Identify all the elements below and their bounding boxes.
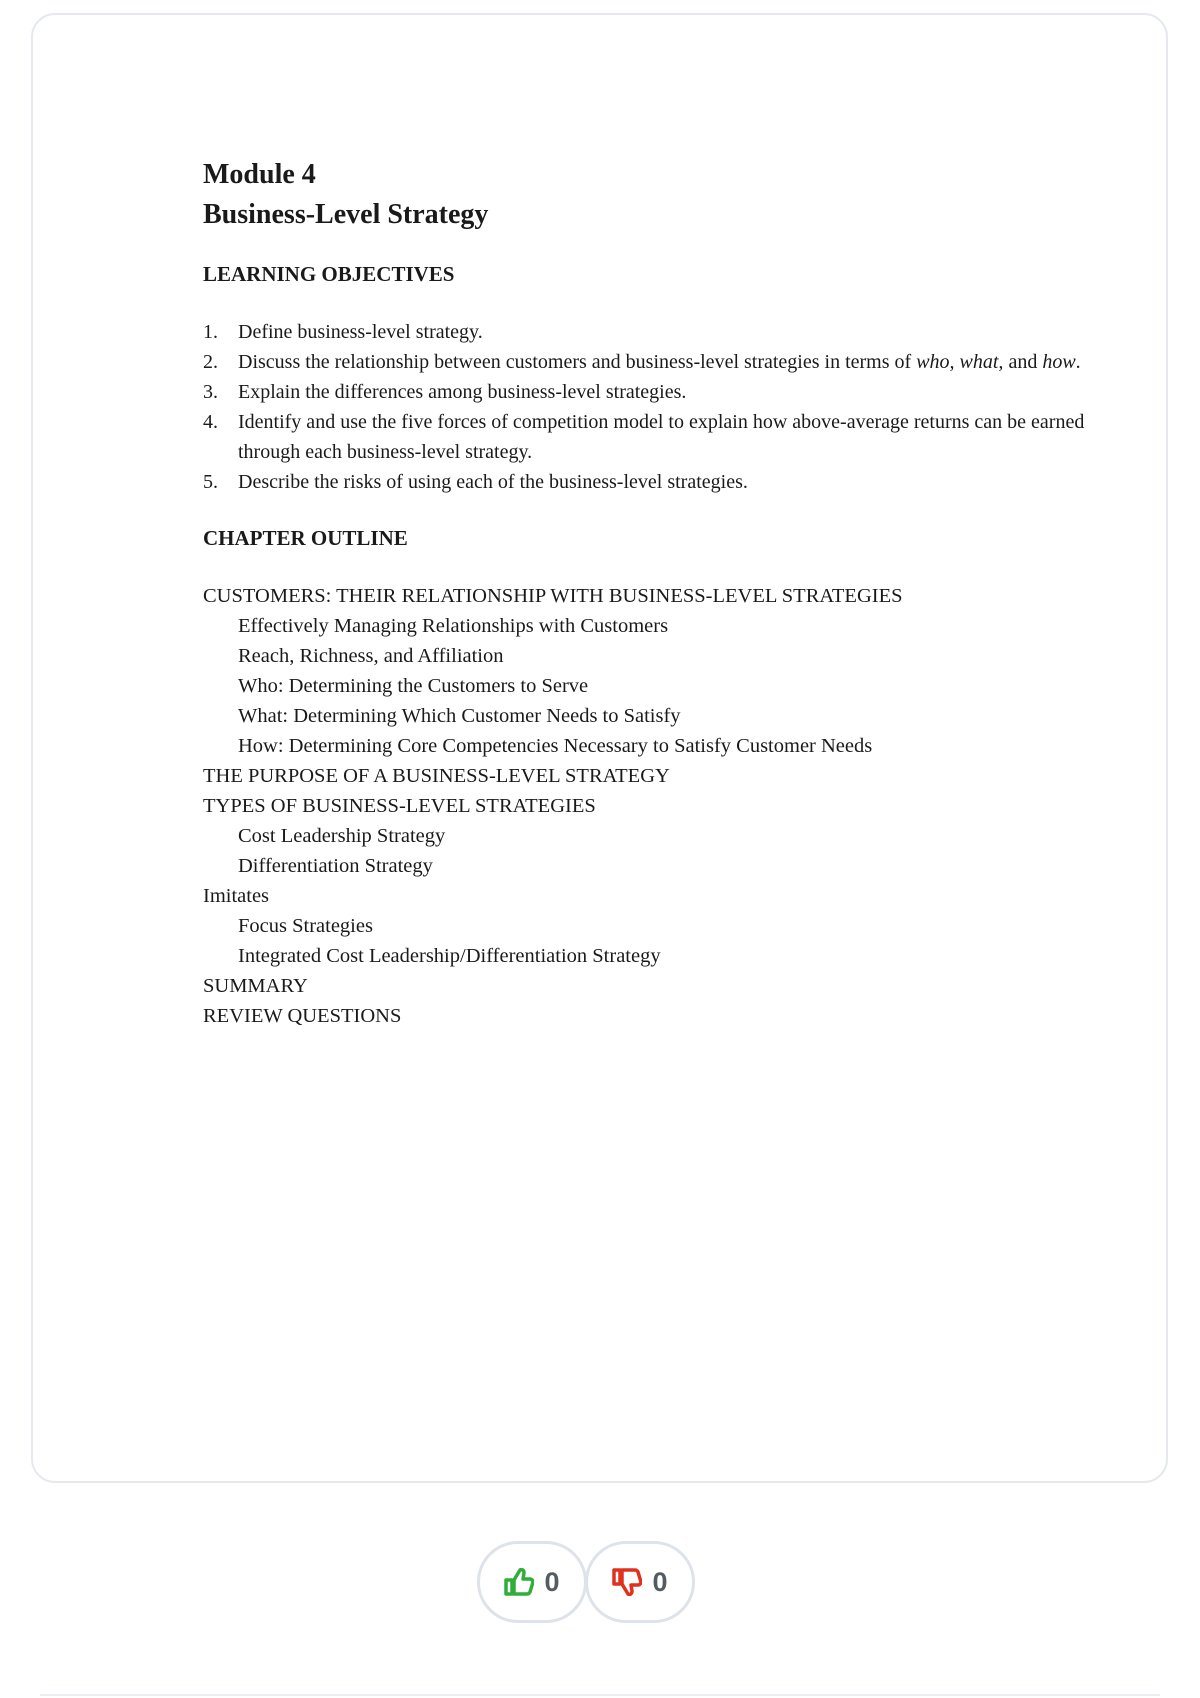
outline-heading: CHAPTER OUTLINE	[203, 526, 408, 550]
objectives-heading: LEARNING OBJECTIVES	[203, 262, 455, 286]
objective-item	[203, 467, 1103, 497]
objective-text: and	[1003, 351, 1043, 373]
objective-item	[203, 317, 1103, 347]
footer-divider	[40, 1694, 1160, 1696]
objective-number: 2.	[203, 351, 218, 373]
objective-item	[203, 347, 1103, 377]
outline-subitem: Differentiation Strategy	[238, 855, 433, 877]
document-page	[203, 155, 1103, 1031]
outline-subitem: Who: Determining the Customers to Serve	[238, 675, 589, 697]
thumbs-up-icon	[504, 1568, 534, 1596]
objective-text: Describe the risks of using each of the business-level strategies.	[238, 471, 748, 493]
objective-item	[203, 407, 1103, 467]
downvote-count: 0	[652, 1566, 668, 1597]
thumbs-down-icon	[612, 1568, 642, 1596]
module-label: Module 4	[203, 159, 316, 190]
upvote-button[interactable]	[477, 1541, 587, 1623]
objective-number: 4.	[203, 411, 218, 433]
outline-item: SUMMARY	[203, 975, 308, 997]
downvote-button[interactable]	[585, 1541, 695, 1623]
outline-item: REVIEW QUESTIONS	[203, 1005, 402, 1027]
upvote-count: 0	[544, 1566, 560, 1597]
document-title: Business-Level Strategy	[203, 199, 489, 230]
outline-subitem: Reach, Richness, and Affiliation	[238, 645, 504, 667]
outline-subitem: Effectively Managing Relationships with Customers	[238, 615, 669, 637]
objective-item	[203, 377, 1103, 407]
document-preview-card	[31, 13, 1168, 1483]
chapter-outline-list	[203, 581, 1103, 1031]
outline-subitem: How: Determining Core Competencies Necessary to Satisfy Customer Needs	[238, 735, 873, 757]
objectives-list	[203, 317, 1103, 497]
outline-item: TYPES OF BUSINESS-LEVEL STRATEGIES	[203, 795, 596, 817]
outline-subitem: Focus Strategies	[238, 915, 373, 937]
objective-text: Discuss the relationship between customers and business-level strategies in terms of	[238, 351, 917, 373]
outline-item: CUSTOMERS: THEIR RELATIONSHIP WITH BUSINESS-LEVEL STRATEGIES	[203, 585, 903, 607]
objective-number: 3.	[203, 381, 218, 403]
outline-subitem: What: Determining Which Customer Needs to Satisfy	[238, 705, 681, 727]
outline-item: Imitates	[203, 885, 270, 907]
objective-text: Define business-level strategy.	[238, 321, 483, 343]
objective-text: Identify and use the five forces of competition model to explain how above-average returns can be earned through each business-level strategy.	[238, 411, 1085, 463]
objective-number: 1.	[203, 321, 218, 343]
vote-bar	[477, 1541, 697, 1623]
objective-text: Explain the differences among business-level strategies.	[238, 381, 687, 403]
objective-number: 5.	[203, 471, 218, 493]
objective-text: .	[1075, 351, 1081, 373]
outline-subitem: Integrated Cost Leadership/Differentiation Strategy	[238, 945, 661, 967]
outline-item: THE PURPOSE OF A BUSINESS-LEVEL STRATEGY	[203, 765, 670, 787]
outline-subitem: Cost Leadership Strategy	[238, 825, 446, 847]
objective-emphasis: how	[1042, 351, 1076, 373]
objective-emphasis: who, what,	[916, 351, 1004, 373]
